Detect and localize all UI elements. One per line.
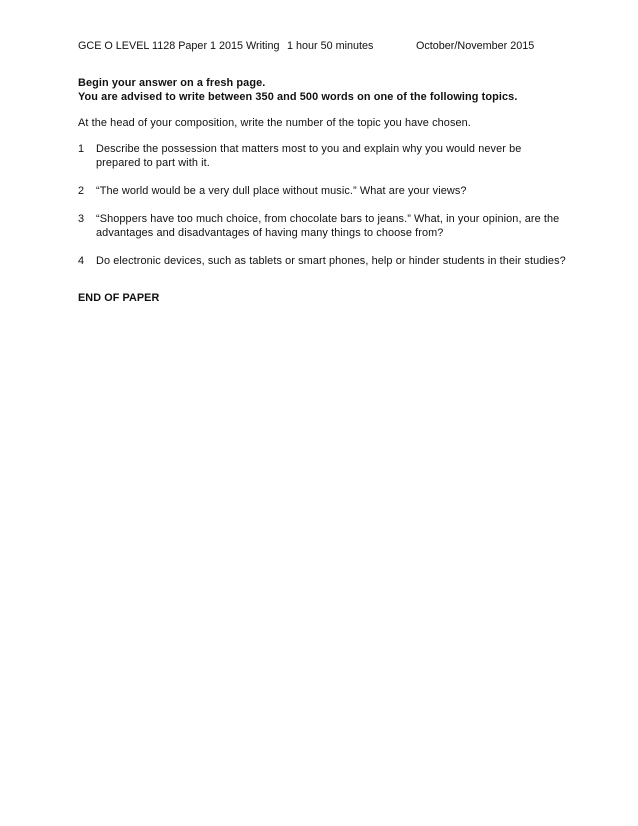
page-header [78, 38, 548, 54]
exam-session: October/November 2015 [416, 40, 535, 52]
question-text: Do electronic devices, such as tablets or smart phones, help or hinder students in their studies? [96, 255, 566, 267]
end-of-paper: END OF PAPER [78, 292, 160, 304]
instruction-line-2: You are advised to write between 350 and 500 words on one of the following topics. [78, 91, 518, 103]
instructions [78, 76, 568, 104]
topic-rubric: At the head of your composition, write the number of the topic you have chosen. [78, 117, 471, 129]
question-number: 3 [78, 213, 85, 225]
question-text: Describe the possession that matters most to you and explain why you would never be prepared to part with it. [96, 143, 522, 169]
question-number: 1 [78, 143, 85, 155]
question-item [78, 212, 568, 240]
question-text: “Shoppers have too much choice, from chocolate bars to jeans.” What, in your opinion, are the advantages and disadvantages of having many things to choose from? [96, 213, 560, 239]
paper-title: GCE O LEVEL 1128 Paper 1 2015 Writing [78, 40, 280, 52]
question-text: “The world would be a very dull place without music.” What are your views? [96, 185, 467, 197]
question-list [78, 142, 568, 282]
question-number: 2 [78, 185, 85, 197]
instruction-line-1: Begin your answer on a fresh page. [78, 77, 266, 89]
question-item [78, 142, 568, 170]
question-number: 4 [78, 255, 85, 267]
question-item [78, 184, 568, 198]
duration: 1 hour 50 minutes [287, 40, 374, 52]
question-item [78, 254, 568, 268]
